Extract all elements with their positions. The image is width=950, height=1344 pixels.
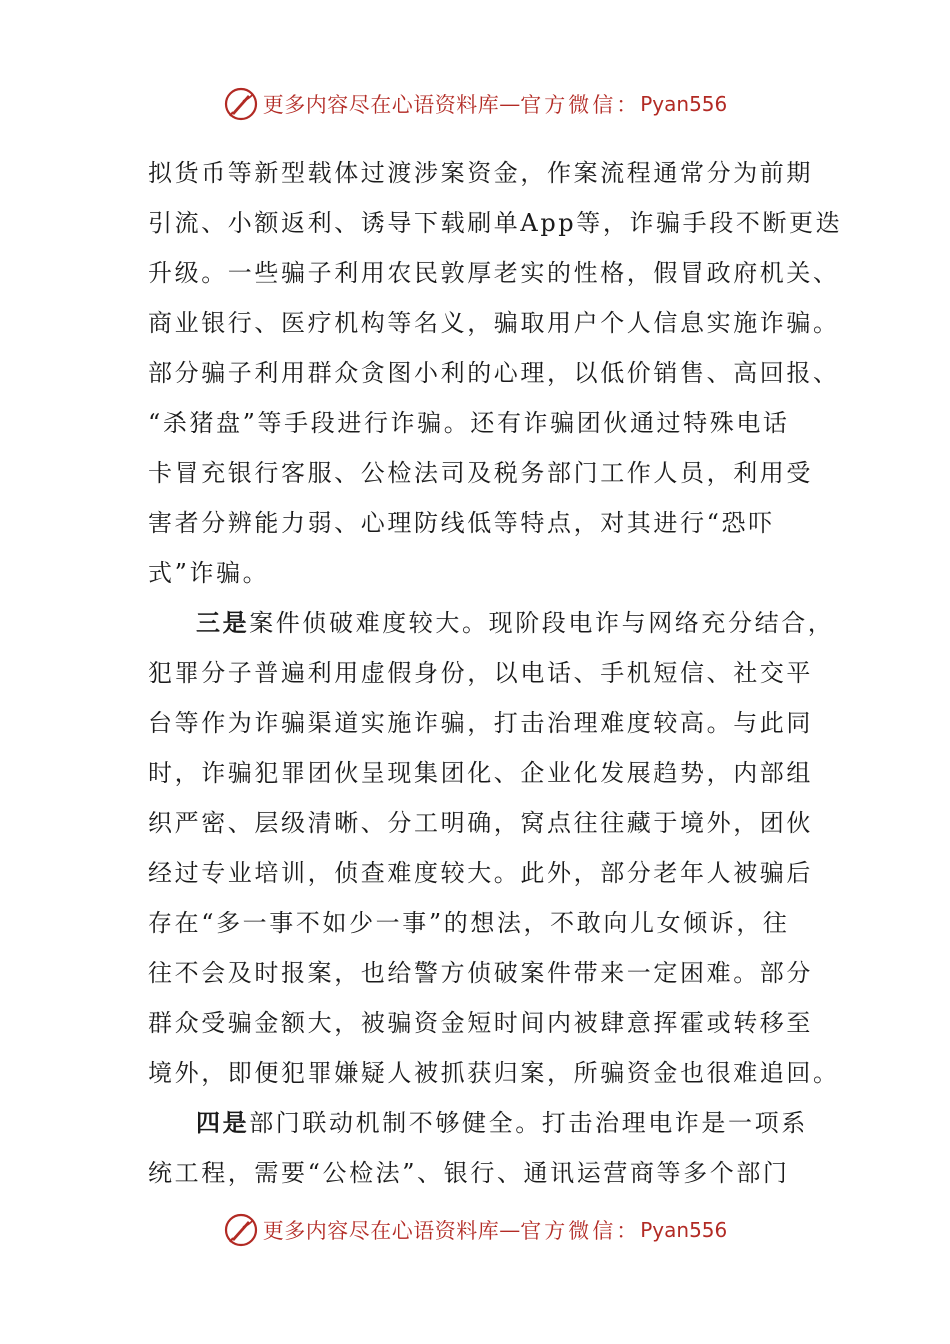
text-line: 引流、小额返利、诱导下载刷单App等，诈骗手段不断更迭 (148, 209, 843, 237)
text-line: 犯罪分子普遍利用虚假身份，以电话、手机短信、社交平 (148, 659, 813, 687)
paragraph-4-lead: 四是 (196, 1108, 250, 1137)
text-line: “杀猪盘”等手段进行诈骗。还有诈骗团伙通过特殊电话 (148, 409, 790, 437)
header-banner (0, 82, 950, 126)
paragraph-4-first-text: 部门联动机制不够健全。打击治理电诈是一项系 (249, 1109, 808, 1137)
text-line: 经过专业培训，侦查难度较大。此外，部分老年人被骗后 (148, 859, 813, 887)
quill-pen-logo-icon (223, 1212, 259, 1248)
header-wechat-label: 官方微信： (520, 93, 641, 117)
quill-pen-logo-icon (223, 86, 259, 122)
text-line: 卡冒充银行客服、公检法司及税务部门工作人员，利用受 (148, 459, 813, 487)
text-line: 群众受骗金额大，被骗资金短时间内被肆意挥霍或转移至 (148, 1009, 813, 1037)
footer-banner (0, 1208, 950, 1252)
footer-brand-text: 更多内容尽在心语资料库 (262, 1219, 500, 1243)
header-separator: — (499, 92, 521, 116)
footer-wechat-label: 官方微信： (520, 1219, 641, 1243)
text-line: 商业银行、医疗机构等名义，骗取用户个人信息实施诈骗。 (148, 309, 840, 337)
document-body (148, 148, 843, 1198)
paragraph-3-first-text: 案件侦破难度较大。现阶段电诈与网络充分结合， (249, 609, 835, 637)
text-line: 升级。一些骗子利用农民敦厚老实的性格，假冒政府机关、 (148, 259, 840, 287)
text-line: 式”诈骗。 (148, 559, 270, 587)
text-line: 境外，即便犯罪嫌疑人被抓获归案，所骗资金也很难追回。 (148, 1059, 840, 1087)
text-line: 拟货币等新型载体过渡涉案资金，作案流程通常分为前期 (148, 159, 813, 187)
paragraph-3-first-line (148, 598, 835, 648)
header-wechat-id: Pyan556 (640, 92, 728, 116)
text-line: 往不会及时报案，也给警方侦破案件带来一定困难。部分 (148, 959, 813, 987)
text-line: 部分骗子利用群众贪图小利的心理，以低价销售、高回报、 (148, 359, 840, 387)
paragraph-3-lead: 三是 (196, 608, 250, 637)
text-line: 台等作为诈骗渠道实施诈骗，打击治理难度较高。与此同 (148, 709, 813, 737)
footer-wechat-id: Pyan556 (640, 1218, 728, 1242)
header-brand-text: 更多内容尽在心语资料库 (262, 93, 500, 117)
text-line: 存在“多一事不如少一事”的想法，不敢向儿女倾诉，往 (148, 909, 790, 937)
text-line: 织严密、层级清晰、分工明确，窝点往往藏于境外，团伙 (148, 809, 813, 837)
text-line: 统工程，需要“公检法”、银行、通讯运营商等多个部门 (148, 1159, 790, 1187)
text-line: 害者分辨能力弱、心理防线低等特点，对其进行“恐吓 (148, 509, 775, 537)
footer-separator: — (499, 1218, 521, 1242)
text-line: 时，诈骗犯罪团伙呈现集团化、企业化发展趋势，内部组 (148, 759, 813, 787)
paragraph-4-first-line (148, 1098, 808, 1148)
